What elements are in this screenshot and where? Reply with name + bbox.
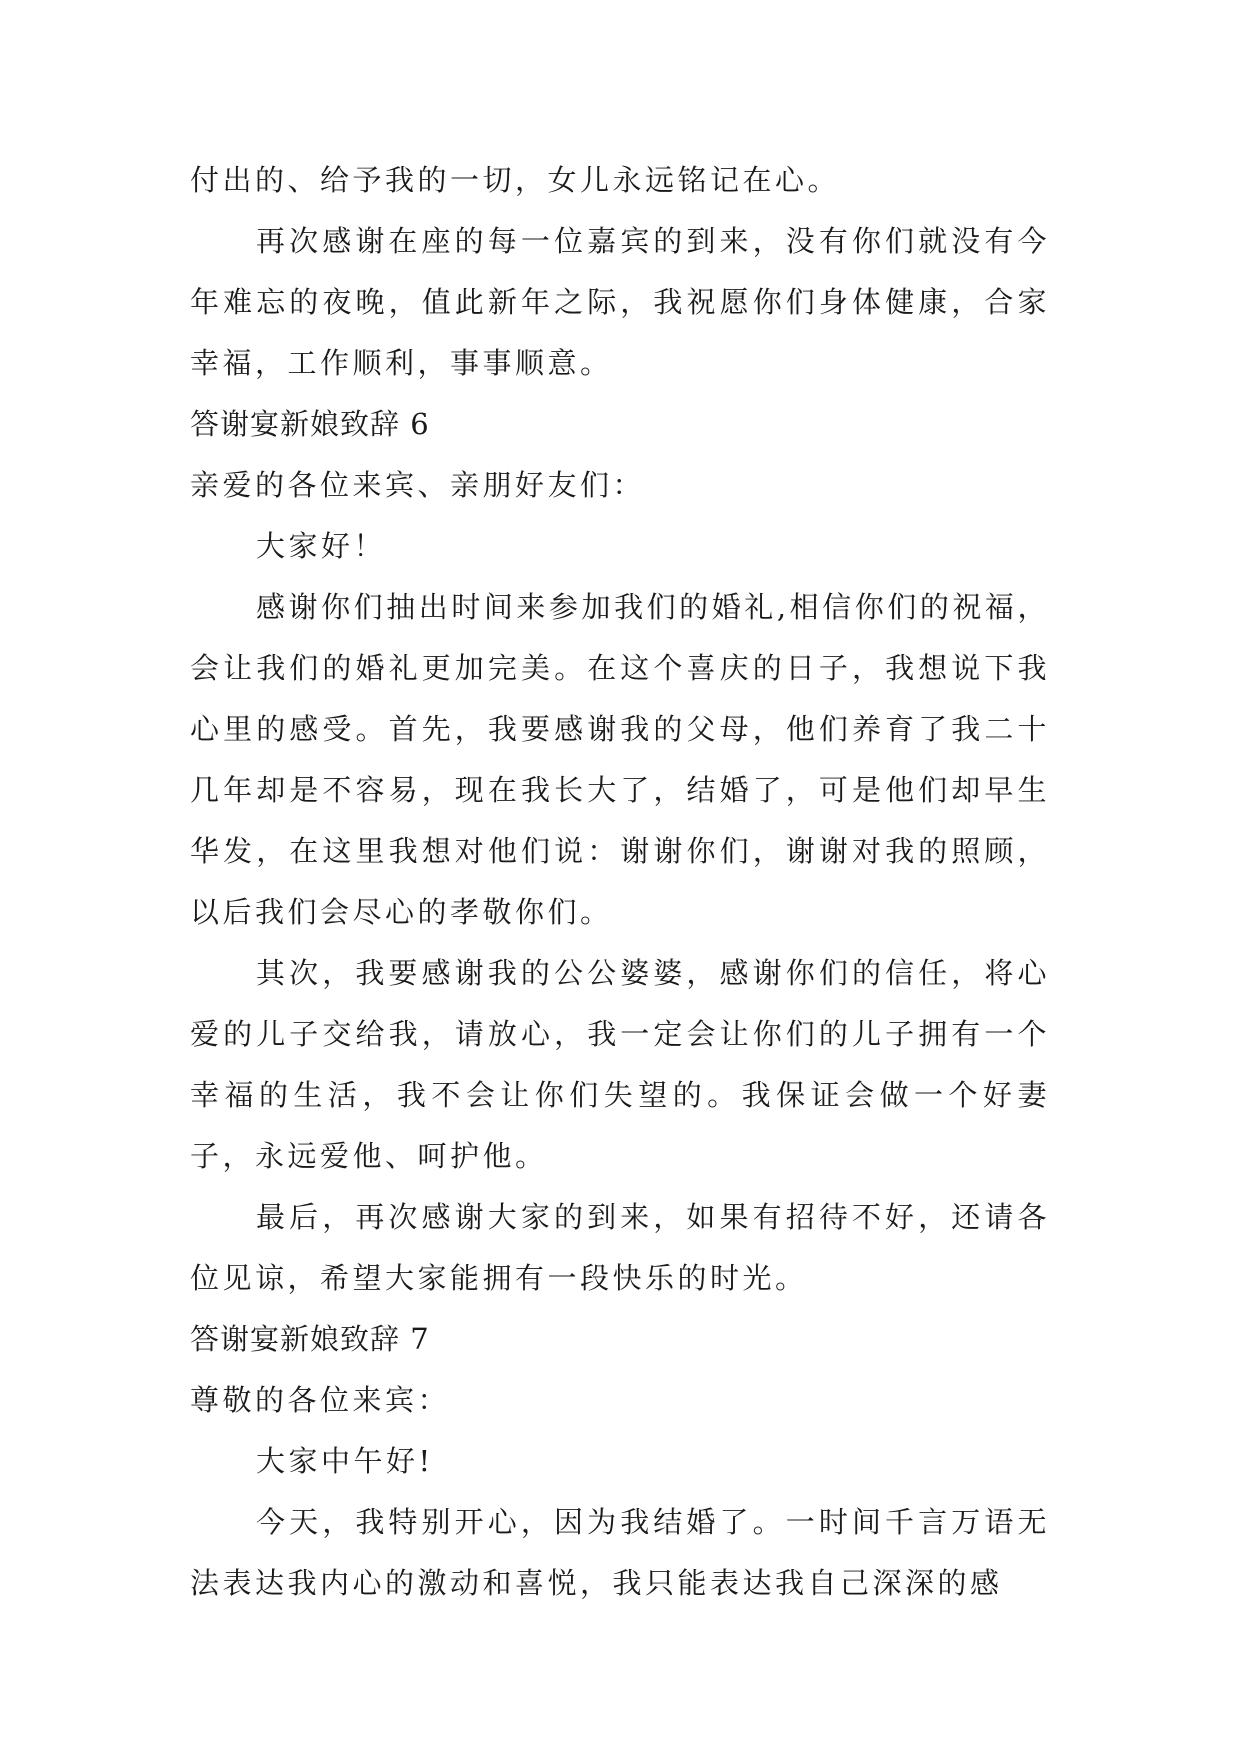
greeting: 大家好！: [256, 529, 387, 563]
paragraph: 最后，再次感谢大家的到来，如果有招待不好，还请各位见谅，希望大家能拥有一段快乐的时光。: [190, 1200, 1050, 1295]
document-body: [190, 150, 1050, 1614]
paragraph: 再次感谢在座的每一位嘉宾的到来，没有你们就没有今年难忘的夜晚，值此新年之际，我祝愿你们身体健康，合家幸福，工作顺利，事事顺意。: [190, 224, 1050, 380]
paragraph: 感谢你们抽出时间来参加我们的婚礼,相信你们的祝福，会让我们的婚礼更加完美。在这个喜庆的日子，我想说下我心里的感受。首先，我要感谢我的父母，他们养育了我二十几年却是不容易，现在我长大了，结婚了，可是他们却早生华发，在这里我想对他们说：谢谢你们，谢谢对我的照顾，以后我们会尽心的孝敬你们。: [190, 590, 1050, 929]
greeting: 大家中午好!: [256, 1444, 434, 1478]
section-heading: 答谢宴新娘致辞 7: [190, 1322, 430, 1356]
salutation: 亲爱的各位来宾、亲朋好友们：: [190, 468, 646, 502]
paragraph: 付出的、给予我的一切，女儿永远铭记在心。: [190, 163, 841, 197]
paragraph: 今天，我特别开心，因为我结婚了。一时间千言万语无法表达我内心的激动和喜悦，我只能表达我自己深深的感: [190, 1505, 1050, 1600]
section-heading: 答谢宴新娘致辞 6: [190, 407, 430, 441]
paragraph: 其次，我要感谢我的公公婆婆，感谢你们的信任，将心爱的儿子交给我，请放心，我一定会让你们的儿子拥有一个幸福的生活，我不会让你们失望的。我保证会做一个好妻子，永远爱他、呵护他。: [190, 956, 1050, 1173]
salutation: 尊敬的各位来宾：: [190, 1383, 451, 1417]
